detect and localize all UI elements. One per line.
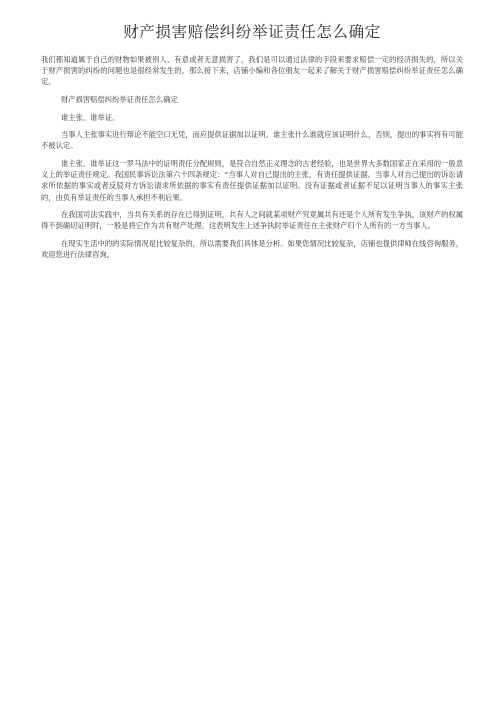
article-body	[41, 54, 463, 267]
closing-paragraph: 在现实生活中的的实际情况是比较复杂的，所以需要我们具体是分析。如果您情况比较复杂，店铺也提供律师在线咨询服务，欢迎您进行法律咨询。	[41, 238, 463, 260]
principle-paragraph: 谁主张、谁举证。	[61, 112, 120, 122]
page-title: 财产损害赔偿纠纷举证责任怎么确定	[123, 23, 381, 41]
section-heading: 财产损害赔偿纠纷举证责任怎么确定	[61, 95, 178, 104]
intro-paragraph: 我们都知道属于自己的财物如果被别人、有意或者无意损害了，我们是可以通过法律的手段来要求赔偿一定的经济损失的，所以关于财产损害的纠纷的问题也是很经常发生的。那么接下来，店铺小编和各位朋友一起来了解关于财产损害赔偿纠纷举证责任怎么确定。	[41, 55, 463, 87]
evidence-paragraph: 当事人主张事实进行辩论不能空口无凭，而应提供证据加以证明。谁主张什么谁就应该证明什么，否则，提出的事实将有可能不被认定。	[41, 130, 463, 151]
law-article-paragraph: 谁主张、谁举证这一罗马法中的证明责任分配规则，是符合自然正义理念的古老经验，也是世界大多数国家正在采用的一般意义上的举证责任规定。我国民事诉讼法第六十四条规定：“当事人对自己提出的主张，有责任提供证据。当事人对自己提出的诉讼请求所依据的事实或者反驳对方诉讼请求所依据的事实有责任提供证据加以证明。没有证据或者证据不足以证明当事人的事实主张的，由负有举证责任的当事人承担不利后果。	[41, 158, 463, 202]
judicial-practice-paragraph: 在我国司法实践中，当共有关系的存在已得到证明，共有人之间就某项财产究竟属共有还是个人所有发生争执，该财产的权属得不到确切证明时，一般是将它作为共有财产处理。这表明发生上述争执时举证责任在主张财产归个人所有的一方当事人。	[41, 210, 463, 231]
